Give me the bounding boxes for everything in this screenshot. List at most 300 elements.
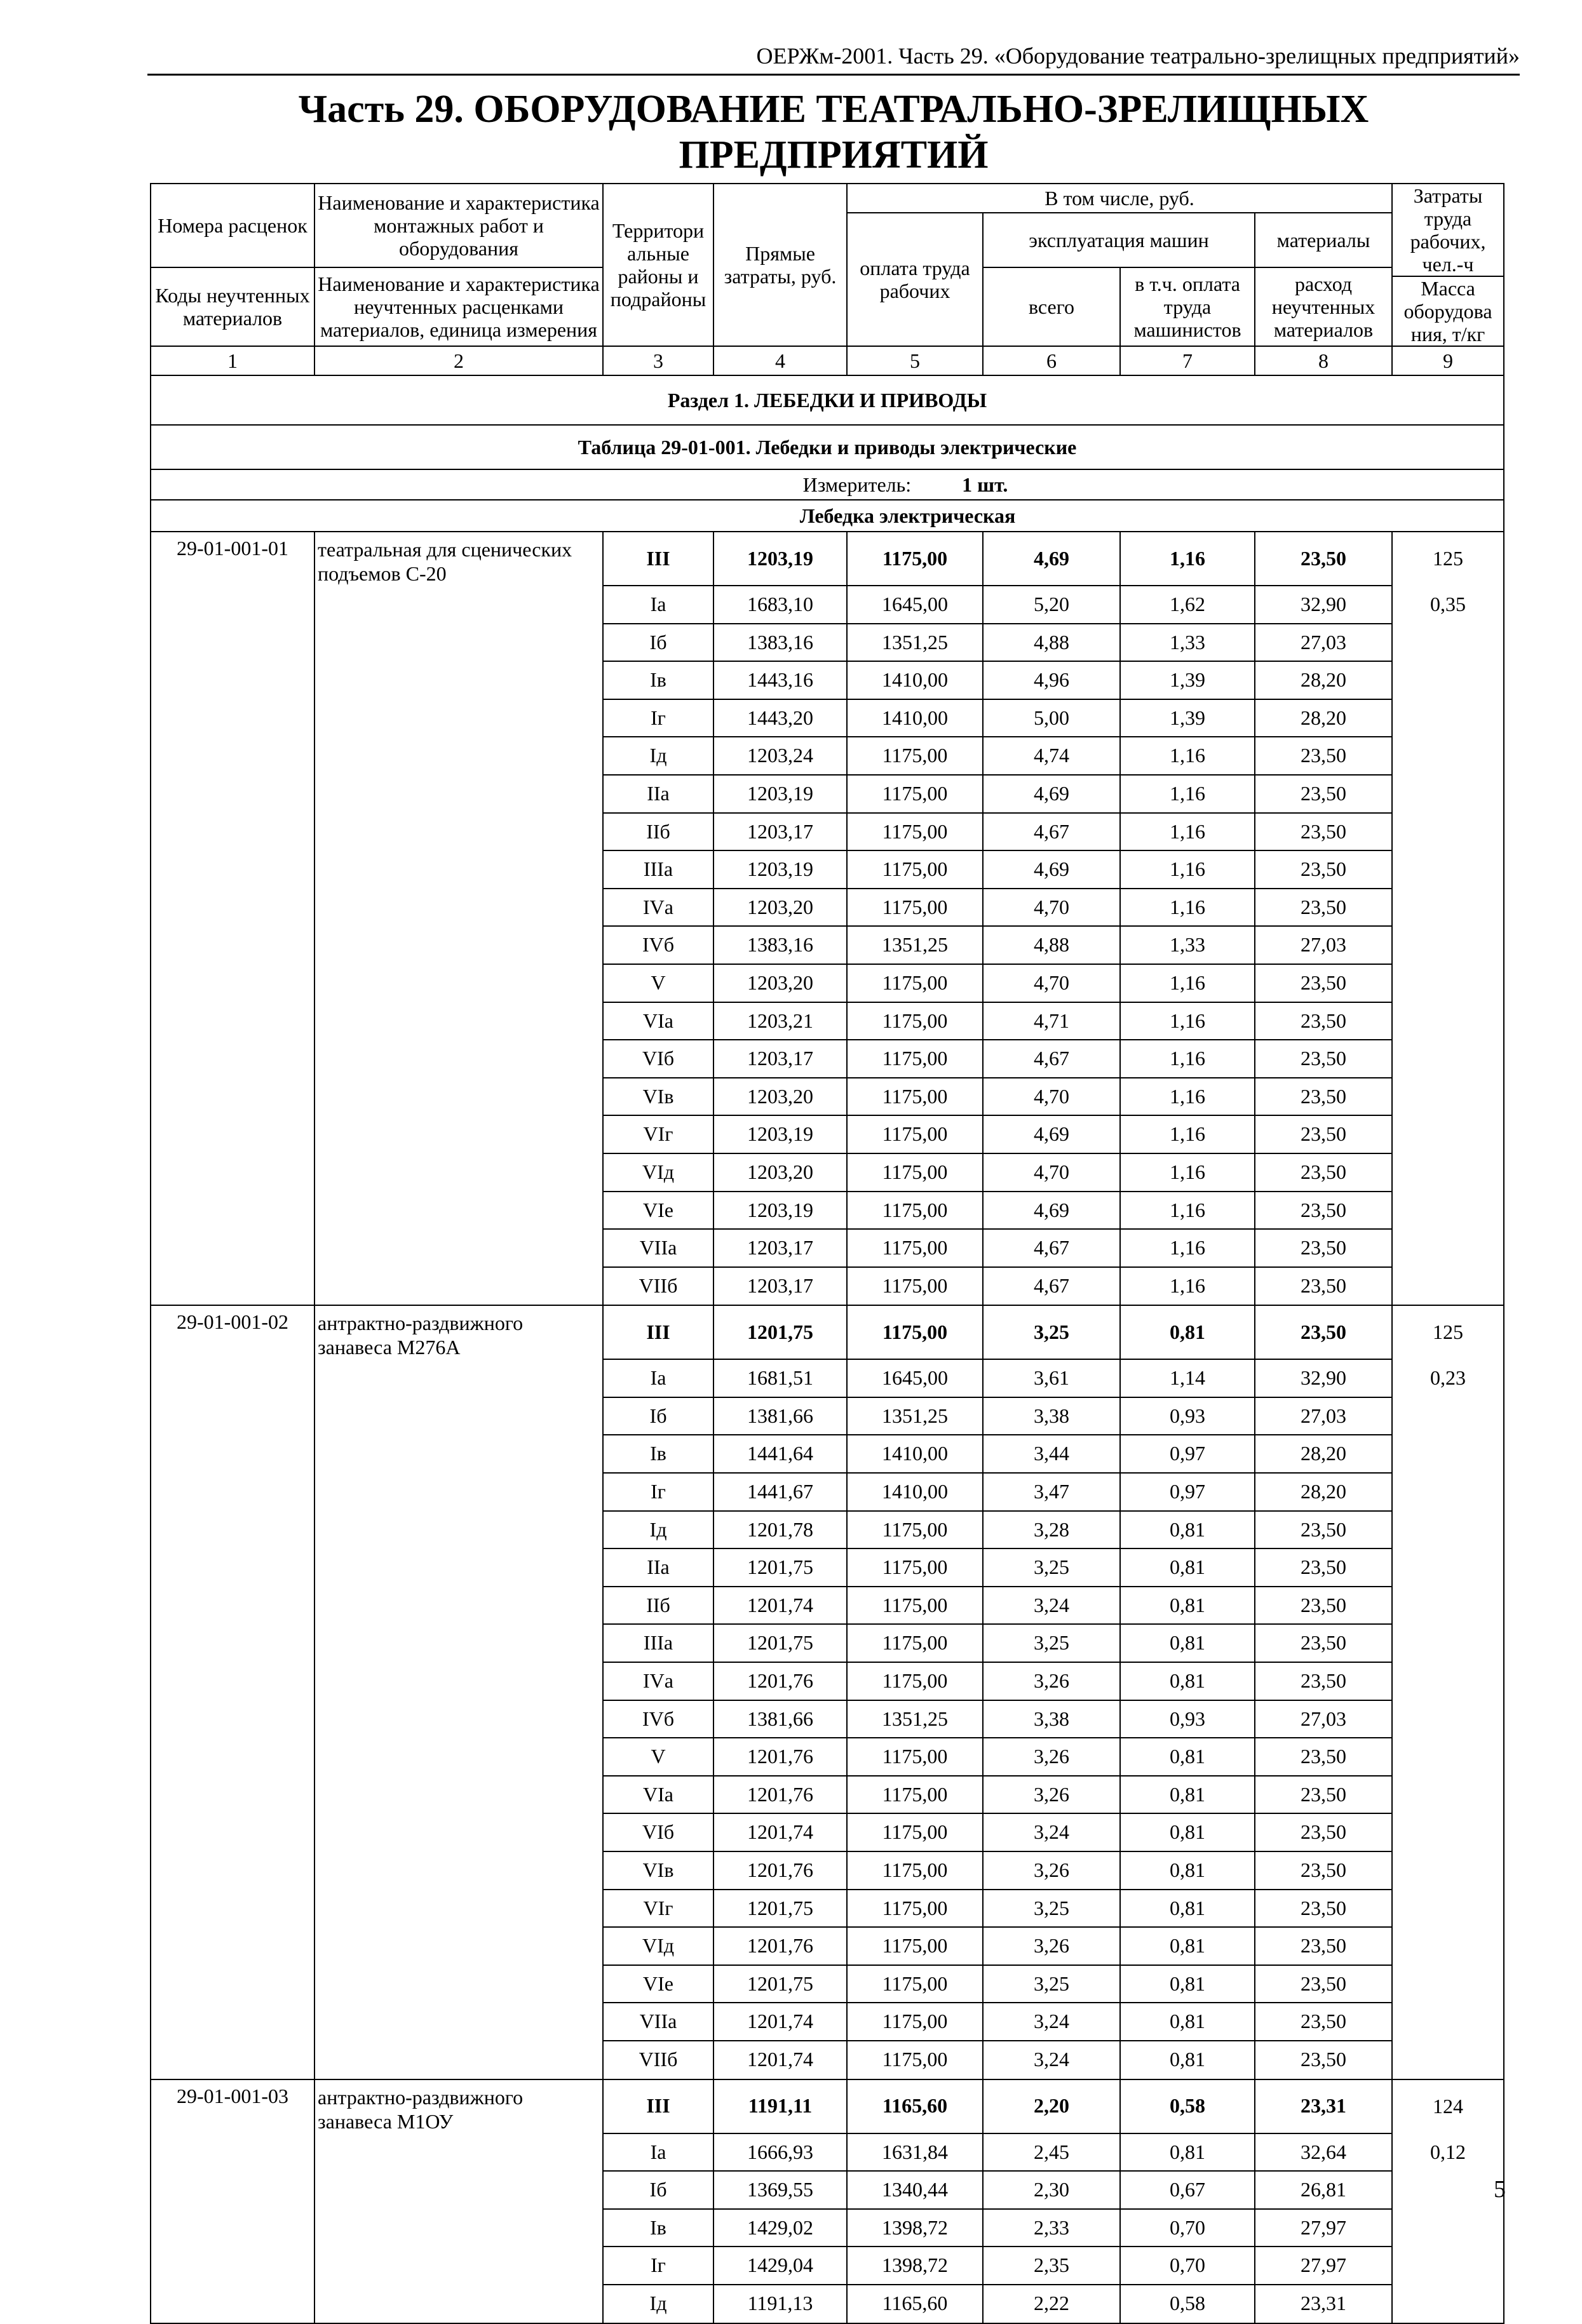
mass-cell (1392, 1927, 1504, 1965)
labor-pay-cell: 1631,84 (847, 2133, 983, 2172)
rate-code (151, 1435, 314, 1473)
mass-cell (1392, 1229, 1504, 1267)
rate-code (151, 964, 314, 1002)
rate-code (151, 1624, 314, 1662)
mass-cell (1392, 1700, 1504, 1738)
rate-description (314, 1153, 603, 1192)
direct-costs-cell: 1203,19 (713, 775, 847, 813)
table-row (151, 1624, 1504, 1662)
machines-total-cell: 3,24 (983, 2003, 1120, 2041)
labor-pay-cell: 1175,00 (847, 1587, 983, 1625)
rate-code (151, 1229, 314, 1267)
equipment-mass-cell: 0,23 (1392, 1359, 1504, 1397)
territory-cell: V (603, 1738, 713, 1776)
machinist-pay-cell: 0,58 (1120, 2079, 1255, 2133)
labor-pay-cell: 1175,00 (847, 1776, 983, 1814)
header-zatraty: Затраты труда рабочих, чел.-ч (1392, 184, 1504, 276)
direct-costs-cell: 1201,76 (713, 1851, 847, 1890)
rate-code (151, 1662, 314, 1700)
machines-total-cell: 2,20 (983, 2079, 1120, 2133)
header-kody: Коды неучтенных материалов (151, 267, 314, 346)
direct-costs-cell: 1681,51 (713, 1359, 847, 1397)
territory-cell: III (603, 532, 713, 586)
rate-description (314, 1192, 603, 1230)
territory-cell: Iв (603, 661, 713, 699)
table-row (151, 1078, 1504, 1116)
rate-code (151, 1776, 314, 1814)
labor-pay-cell: 1410,00 (847, 1473, 983, 1511)
machinist-pay-cell: 0,81 (1120, 1965, 1255, 2003)
labor-pay-cell: 1175,00 (847, 1153, 983, 1192)
territory-cell: Iг (603, 2247, 713, 2285)
territory-cell: Iа (603, 586, 713, 624)
machinist-pay-cell: 0,81 (1120, 1662, 1255, 1700)
machines-total-cell: 4,70 (983, 1078, 1120, 1116)
rate-code (151, 1965, 314, 2003)
machinist-pay-cell: 0,81 (1120, 1624, 1255, 1662)
mass-cell (1392, 1624, 1504, 1662)
mass-cell (1392, 2041, 1504, 2079)
labor-pay-cell: 1175,00 (847, 1192, 983, 1230)
labor-pay-cell: 1645,00 (847, 586, 983, 624)
materials-cell: 23,50 (1255, 1115, 1392, 1153)
table-row (151, 889, 1504, 927)
machines-total-cell: 3,25 (983, 1890, 1120, 1928)
labor-pay-cell: 1398,72 (847, 2247, 983, 2285)
mass-cell (1392, 2003, 1504, 2041)
rate-code (151, 1587, 314, 1625)
direct-costs-cell: 1383,16 (713, 926, 847, 964)
labor-pay-cell: 1175,00 (847, 2003, 983, 2041)
machinist-pay-cell: 0,70 (1120, 2247, 1255, 2285)
materials-cell: 23,50 (1255, 2041, 1392, 2079)
materials-cell: 23,50 (1255, 1002, 1392, 1040)
machinist-pay-cell: 1,16 (1120, 1192, 1255, 1230)
rate-code (151, 2041, 314, 2079)
table-row (151, 737, 1504, 775)
labor-pay-cell: 1175,00 (847, 1851, 983, 1890)
territory-cell: III (603, 1305, 713, 1359)
table-row (151, 1267, 1504, 1306)
rate-code (151, 699, 314, 737)
machines-total-cell: 3,26 (983, 1927, 1120, 1965)
rate-code (151, 586, 314, 624)
measure-label: Измеритель: (802, 473, 912, 496)
col-num-4: 4 (713, 346, 847, 375)
rate-code (151, 2133, 314, 2172)
rate-description (314, 699, 603, 737)
machines-total-cell: 3,28 (983, 1511, 1120, 1549)
territory-cell: VIе (603, 1965, 713, 2003)
rate-description (314, 1002, 603, 1040)
table-row (151, 1115, 1504, 1153)
territory-cell: III (603, 2079, 713, 2133)
rate-code (151, 1002, 314, 1040)
rate-description (314, 2247, 603, 2285)
machinist-pay-cell: 0,97 (1120, 1435, 1255, 1473)
territory-cell: Iб (603, 1397, 713, 1435)
table-row (151, 1890, 1504, 1928)
table-row (151, 964, 1504, 1002)
direct-costs-cell: 1429,04 (713, 2247, 847, 2285)
table-row (151, 1511, 1504, 1549)
machinist-pay-cell: 0,81 (1120, 1305, 1255, 1359)
territory-cell: VIIа (603, 2003, 713, 2041)
rate-description (314, 813, 603, 851)
rate-code (151, 2209, 314, 2247)
materials-cell: 23,50 (1255, 1305, 1392, 1359)
machines-total-cell: 3,25 (983, 1305, 1120, 1359)
machinist-pay-cell: 0,81 (1120, 1587, 1255, 1625)
territory-cell: VIа (603, 1002, 713, 1040)
direct-costs-cell: 1443,16 (713, 661, 847, 699)
rate-code (151, 661, 314, 699)
labor-pay-cell: 1175,00 (847, 737, 983, 775)
direct-costs-cell: 1203,17 (713, 813, 847, 851)
territory-cell: Iв (603, 2209, 713, 2247)
table-row (151, 532, 1504, 586)
direct-costs-cell: 1201,76 (713, 1662, 847, 1700)
materials-cell: 23,50 (1255, 1078, 1392, 1116)
mass-cell (1392, 1192, 1504, 1230)
territory-cell: Iг (603, 699, 713, 737)
materials-cell: 27,97 (1255, 2247, 1392, 2285)
rate-description (314, 1587, 603, 1625)
machines-total-cell: 3,25 (983, 1624, 1120, 1662)
mass-cell (1392, 850, 1504, 889)
rate-code (151, 850, 314, 889)
territory-cell: IIIа (603, 850, 713, 889)
machines-total-cell: 4,67 (983, 813, 1120, 851)
table-row (151, 2209, 1504, 2247)
mass-cell (1392, 1662, 1504, 1700)
materials-cell: 23,31 (1255, 2285, 1392, 2323)
mass-cell (1392, 889, 1504, 927)
territory-cell: VIIа (603, 1229, 713, 1267)
direct-costs-cell: 1441,67 (713, 1473, 847, 1511)
materials-cell: 26,81 (1255, 2171, 1392, 2209)
rate-description (314, 1965, 603, 2003)
table-row (151, 2133, 1504, 2172)
materials-cell: 23,31 (1255, 2079, 1392, 2133)
machines-total-cell: 4,96 (983, 661, 1120, 699)
labor-pay-cell: 1175,00 (847, 1078, 983, 1116)
table-row (151, 775, 1504, 813)
materials-cell: 27,97 (1255, 2209, 1392, 2247)
table-row (151, 1587, 1504, 1625)
rate-description (314, 586, 603, 624)
machinist-pay-cell: 0,81 (1120, 1927, 1255, 1965)
direct-costs-cell: 1203,17 (713, 1040, 847, 1078)
header-naim1: Наименование и характеристика монтажных работ и оборудования (314, 184, 603, 267)
rate-description (314, 2171, 603, 2209)
materials-cell: 23,50 (1255, 1813, 1392, 1851)
table-row (151, 1927, 1504, 1965)
machinist-pay-cell: 1,16 (1120, 1153, 1255, 1192)
machinist-pay-cell: 0,81 (1120, 1738, 1255, 1776)
labor-pay-cell: 1645,00 (847, 1359, 983, 1397)
machines-total-cell: 5,20 (983, 586, 1120, 624)
header-naim2: Наименование и характеристика неучтенных расценками материалов, единица измерения (314, 267, 603, 346)
machinist-pay-cell: 1,62 (1120, 586, 1255, 624)
rates-table (150, 183, 1504, 2324)
labor-pay-cell: 1410,00 (847, 1435, 983, 1473)
direct-costs-cell: 1441,64 (713, 1435, 847, 1473)
rate-code (151, 1927, 314, 1965)
materials-cell: 23,50 (1255, 1776, 1392, 1814)
materials-cell: 23,50 (1255, 1851, 1392, 1890)
materials-cell: 23,50 (1255, 1927, 1392, 1965)
table-row (151, 2041, 1504, 2079)
rate-code (151, 1078, 314, 1116)
col-num-8: 8 (1255, 346, 1392, 375)
mass-cell (1392, 1002, 1504, 1040)
materials-cell: 23,50 (1255, 2003, 1392, 2041)
machines-total-cell: 2,22 (983, 2285, 1120, 2323)
territory-cell: IIIа (603, 1624, 713, 1662)
rate-description (314, 2285, 603, 2323)
mass-cell (1392, 2247, 1504, 2285)
rate-code (151, 926, 314, 964)
rate-description (314, 1040, 603, 1078)
rate-code (151, 2247, 314, 2285)
rate-description (314, 2133, 603, 2172)
rate-description (314, 737, 603, 775)
materials-cell: 23,50 (1255, 1153, 1392, 1192)
machines-total-cell: 3,24 (983, 1587, 1120, 1625)
table-row (151, 1851, 1504, 1890)
table-row (151, 2171, 1504, 2209)
running-header: ОЕРЖм-2001. Часть 29. «Оборудование театрально-зрелищных предприятий» (756, 43, 1520, 69)
table-row (151, 1700, 1504, 1738)
materials-cell: 27,03 (1255, 624, 1392, 662)
table-row (151, 2247, 1504, 2285)
territory-cell: IIа (603, 775, 713, 813)
machinist-pay-cell: 0,67 (1120, 2171, 1255, 2209)
territory-cell: VIе (603, 1192, 713, 1230)
materials-cell: 27,03 (1255, 926, 1392, 964)
machines-total-cell: 3,24 (983, 2041, 1120, 2079)
rate-description (314, 1851, 603, 1890)
machinist-pay-cell: 1,16 (1120, 775, 1255, 813)
labor-pay-cell: 1175,00 (847, 2041, 983, 2079)
machines-total-cell: 4,88 (983, 926, 1120, 964)
table-row (151, 1359, 1504, 1397)
machines-total-cell: 3,24 (983, 1813, 1120, 1851)
machinist-pay-cell: 0,81 (1120, 1776, 1255, 1814)
materials-cell: 23,50 (1255, 1192, 1392, 1230)
rate-description: театральная для сценических подъемов С-20 (314, 532, 603, 586)
rate-description (314, 1435, 603, 1473)
table-row (151, 624, 1504, 662)
rate-description (314, 1738, 603, 1776)
table-row (151, 1473, 1504, 1511)
materials-cell: 28,20 (1255, 699, 1392, 737)
machines-total-cell: 4,69 (983, 1115, 1120, 1153)
machines-total-cell: 2,45 (983, 2133, 1120, 2172)
territory-cell: VIа (603, 1776, 713, 1814)
rate-description (314, 624, 603, 662)
territory-cell: Iб (603, 2171, 713, 2209)
rate-code: 29-01-001-03 (151, 2079, 314, 2133)
machines-total-cell: 3,25 (983, 1548, 1120, 1587)
rate-code: 29-01-001-01 (151, 532, 314, 586)
direct-costs-cell: 1203,17 (713, 1267, 847, 1306)
machines-total-cell: 4,67 (983, 1229, 1120, 1267)
direct-costs-cell: 1203,20 (713, 964, 847, 1002)
labor-pay-cell: 1175,00 (847, 1002, 983, 1040)
machines-total-cell: 4,88 (983, 624, 1120, 662)
labor-pay-cell: 1175,00 (847, 532, 983, 586)
labor-pay-cell: 1175,00 (847, 1927, 983, 1965)
labor-hours-cell: 124 (1392, 2079, 1504, 2133)
col-num-3: 3 (603, 346, 713, 375)
mass-cell (1392, 2285, 1504, 2323)
mass-cell (1392, 1153, 1504, 1192)
rate-description (314, 964, 603, 1002)
header-v-t-ch: в т.ч. оплата труда машинистов (1120, 267, 1255, 346)
machinist-pay-cell: 1,16 (1120, 1002, 1255, 1040)
direct-costs-cell: 1429,02 (713, 2209, 847, 2247)
materials-cell: 23,50 (1255, 889, 1392, 927)
direct-costs-cell: 1381,66 (713, 1397, 847, 1435)
materials-cell: 32,90 (1255, 586, 1392, 624)
territory-cell: IIа (603, 1548, 713, 1587)
labor-pay-cell: 1351,25 (847, 1397, 983, 1435)
territory-cell: IVа (603, 889, 713, 927)
header-materialy: материалы (1255, 213, 1392, 267)
labor-pay-cell: 1175,00 (847, 1115, 983, 1153)
direct-costs-cell: 1203,20 (713, 1078, 847, 1116)
territory-cell: VIг (603, 1890, 713, 1928)
group-title: Лебедка электрическая (314, 500, 1504, 532)
rate-description (314, 661, 603, 699)
table-row (151, 1776, 1504, 1814)
machinist-pay-cell: 0,81 (1120, 1548, 1255, 1587)
direct-costs-cell: 1203,19 (713, 850, 847, 889)
labor-pay-cell: 1175,00 (847, 889, 983, 927)
territory-cell: IVб (603, 926, 713, 964)
rate-code (151, 624, 314, 662)
labor-pay-cell: 1175,00 (847, 1548, 983, 1587)
direct-costs-cell: 1191,11 (713, 2079, 847, 2133)
mass-cell (1392, 1078, 1504, 1116)
direct-costs-cell: 1201,76 (713, 1776, 847, 1814)
territory-cell: Iг (603, 1473, 713, 1511)
mass-cell (1392, 1397, 1504, 1435)
materials-cell: 23,50 (1255, 850, 1392, 889)
machines-total-cell: 4,71 (983, 1002, 1120, 1040)
labor-pay-cell: 1175,00 (847, 964, 983, 1002)
mass-cell (1392, 1267, 1504, 1306)
rate-code (151, 1115, 314, 1153)
territory-cell: VIв (603, 1851, 713, 1890)
rate-code (151, 1700, 314, 1738)
table-row (151, 926, 1504, 964)
machinist-pay-cell: 1,16 (1120, 964, 1255, 1002)
direct-costs-cell: 1203,19 (713, 532, 847, 586)
labor-hours-cell: 125 (1392, 532, 1504, 586)
header-rule (147, 74, 1520, 76)
direct-costs-cell: 1201,74 (713, 2041, 847, 2079)
labor-pay-cell: 1165,60 (847, 2285, 983, 2323)
direct-costs-cell: 1201,75 (713, 1965, 847, 2003)
labor-hours-cell: 125 (1392, 1305, 1504, 1359)
rate-code (151, 1890, 314, 1928)
rate-description (314, 1927, 603, 1965)
machines-total-cell: 3,26 (983, 1738, 1120, 1776)
col-num-6: 6 (983, 346, 1120, 375)
rate-description (314, 2003, 603, 2041)
materials-cell: 32,64 (1255, 2133, 1392, 2172)
mass-cell (1392, 1813, 1504, 1851)
labor-pay-cell: 1175,00 (847, 1305, 983, 1359)
rate-description (314, 1776, 603, 1814)
machines-total-cell: 3,47 (983, 1473, 1120, 1511)
machines-total-cell: 3,44 (983, 1435, 1120, 1473)
materials-cell: 23,50 (1255, 1229, 1392, 1267)
machines-total-cell: 3,26 (983, 1662, 1120, 1700)
labor-pay-cell: 1410,00 (847, 699, 983, 737)
labor-pay-cell: 1165,60 (847, 2079, 983, 2133)
labor-pay-cell: 1175,00 (847, 1662, 983, 1700)
table-row (151, 1305, 1504, 1359)
labor-pay-cell: 1351,25 (847, 1700, 983, 1738)
col-num-9: 9 (1392, 346, 1504, 375)
mass-cell (1392, 1040, 1504, 1078)
rate-description (314, 1624, 603, 1662)
machines-total-cell: 4,67 (983, 1267, 1120, 1306)
machines-total-cell: 4,67 (983, 1040, 1120, 1078)
machines-total-cell: 5,00 (983, 699, 1120, 737)
machinist-pay-cell: 1,16 (1120, 1229, 1255, 1267)
materials-cell: 23,50 (1255, 1738, 1392, 1776)
machinist-pay-cell: 1,16 (1120, 1267, 1255, 1306)
territory-cell: Iд (603, 2285, 713, 2323)
machinist-pay-cell: 0,81 (1120, 1511, 1255, 1549)
machinist-pay-cell: 0,93 (1120, 1700, 1255, 1738)
table-row (151, 850, 1504, 889)
materials-cell: 27,03 (1255, 1700, 1392, 1738)
machines-total-cell: 3,38 (983, 1397, 1120, 1435)
direct-costs-cell: 1203,17 (713, 1229, 847, 1267)
machinist-pay-cell: 1,16 (1120, 737, 1255, 775)
machinist-pay-cell: 0,81 (1120, 1813, 1255, 1851)
rate-description (314, 926, 603, 964)
rate-description (314, 1229, 603, 1267)
header-vsego: всего (983, 267, 1120, 346)
machinist-pay-cell: 0,58 (1120, 2285, 1255, 2323)
table-row (151, 813, 1504, 851)
materials-cell: 23,50 (1255, 1548, 1392, 1587)
machinist-pay-cell: 0,81 (1120, 1890, 1255, 1928)
mass-cell (1392, 737, 1504, 775)
machinist-pay-cell: 0,81 (1120, 2003, 1255, 2041)
rate-code (151, 1851, 314, 1890)
rate-description (314, 1359, 603, 1397)
materials-cell: 23,50 (1255, 532, 1392, 586)
labor-pay-cell: 1175,00 (847, 1890, 983, 1928)
table-row (151, 1738, 1504, 1776)
header-v-tom-chisle: В том числе, руб. (847, 184, 1392, 213)
territory-cell: IIб (603, 1587, 713, 1625)
direct-costs-cell: 1201,74 (713, 2003, 847, 2041)
machines-total-cell: 4,69 (983, 850, 1120, 889)
materials-cell: 27,03 (1255, 1397, 1392, 1435)
labor-pay-cell: 1410,00 (847, 661, 983, 699)
labor-pay-cell: 1175,00 (847, 1040, 983, 1078)
machines-total-cell: 4,70 (983, 1153, 1120, 1192)
